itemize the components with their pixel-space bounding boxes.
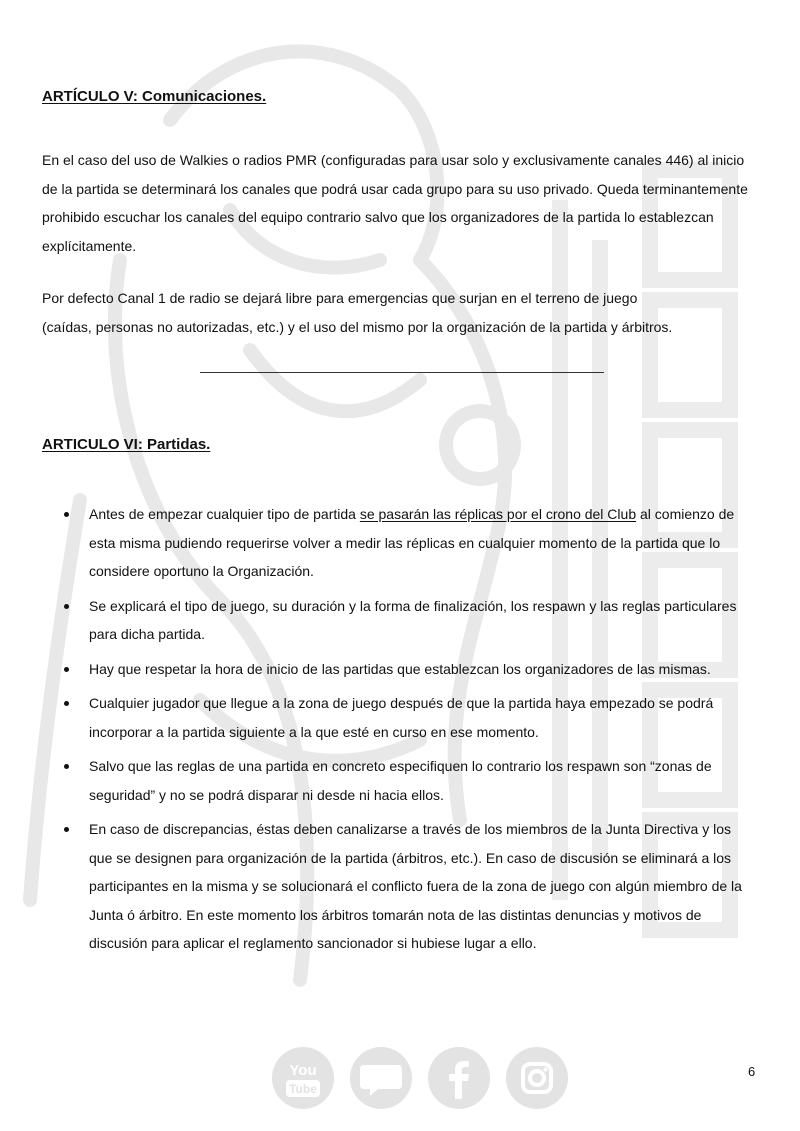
section-separator (200, 372, 604, 373)
bullet-1-text-end: al comienzo de esta misma pudiendo requerirse volver a medir las réplicas en cualquier momento de la partida que lo considere oportuno la Organización. (89, 506, 735, 579)
bullet-icon (64, 667, 69, 672)
youtube-glyph (272, 1047, 334, 1109)
bullet-icon (64, 764, 69, 769)
instagram-glyph (506, 1047, 568, 1109)
chat-bubble-glyph (350, 1047, 412, 1109)
facebook-glyph (428, 1047, 490, 1109)
article-6-bullet-list (42, 500, 758, 964)
list-item (42, 655, 758, 684)
article-5-paragraph-2-line-1: Por defecto Canal 1 de radio se dejará libre para emergencias que surjan en el terreno de juego (42, 290, 638, 306)
bullet-text: Se explicará el tipo de juego, su duración y la forma de finalización, los respawn y las reglas particulares para dicha partida. (89, 597, 737, 642)
facebook-icon[interactable] (428, 1047, 490, 1109)
bullet-1-underlined-text: se pasarán las réplicas por el crono del Club (359, 506, 637, 522)
article-5-paragraph-2 (42, 284, 758, 341)
page-number: 6 (748, 1064, 756, 1079)
bullet-text: Salvo que las reglas de una partida en concreto especifiquen lo contrario los respawn son “zonas de seguridad” y no se podrá disparar ni desde ni hacia ellos. (89, 758, 712, 803)
bullet-icon (64, 512, 69, 517)
youtube-icon[interactable] (272, 1047, 334, 1109)
bullet-text: En caso de discrepancias, éstas deben canalizarse a través de los miembros de la Junta Directiva y los que se designen para organización de la partida (árbitros, etc.). En caso de discusión se eliminará a los participantes en la misma y se solucionará el conflicto fuera de la zona de juego con algún miembro de la Junta ó árbitro. En este momento los árbitros tomarán nota de las distintas denuncias y motivos de discusión para aplicar el reglamento sancionador si hubiese lugar a ello. (89, 821, 742, 951)
article-5-paragraph-2-line-2: (caídas, personas no autorizadas, etc.) y el uso del mismo por la organización de la partida y árbitros. (42, 318, 673, 335)
list-item (42, 689, 758, 746)
list-item (42, 752, 758, 809)
bullet-text: Hay que respetar la hora de inicio de las partidas que establezcan los organizadores de las mismas. (89, 660, 711, 677)
bullet-text: Cualquier jugador que llegue a la zona de juego después de que la partida haya empezado se podrá incorporar a la partida siguiente a la que esté en curso en ese momento. (89, 695, 714, 740)
instagram-icon[interactable] (506, 1047, 568, 1109)
article-6-heading: ARTICULO VI: Partidas. (42, 436, 211, 453)
list-item (42, 500, 758, 586)
bullet-icon (64, 604, 69, 609)
bullet-icon (64, 827, 69, 832)
bullet-icon (64, 701, 69, 706)
list-item (42, 592, 758, 649)
article-5-heading: ARTÍCULO V: Comunicaciones. (42, 88, 267, 105)
list-item (42, 815, 758, 958)
youtube-tube-text: Tube (289, 1082, 317, 1096)
article-5-paragraph-1: En el caso del uso de Walkies o radios PMR (configuradas para usar solo y exclusivamente canales 446) al inicio de la partida se determinará los canales que podrá usar cada grupo para su uso privado. Queda terminantemente prohibido escuchar los canales del equipo contrario salvo que los organizadores de la partida lo establezcan explícitamente. (42, 152, 748, 254)
youtube-you-text: You (289, 1062, 317, 1079)
chat-bubble-icon[interactable] (350, 1047, 412, 1109)
bullet-1-text-start: Antes de empezar cualquier tipo de partida (89, 506, 360, 522)
